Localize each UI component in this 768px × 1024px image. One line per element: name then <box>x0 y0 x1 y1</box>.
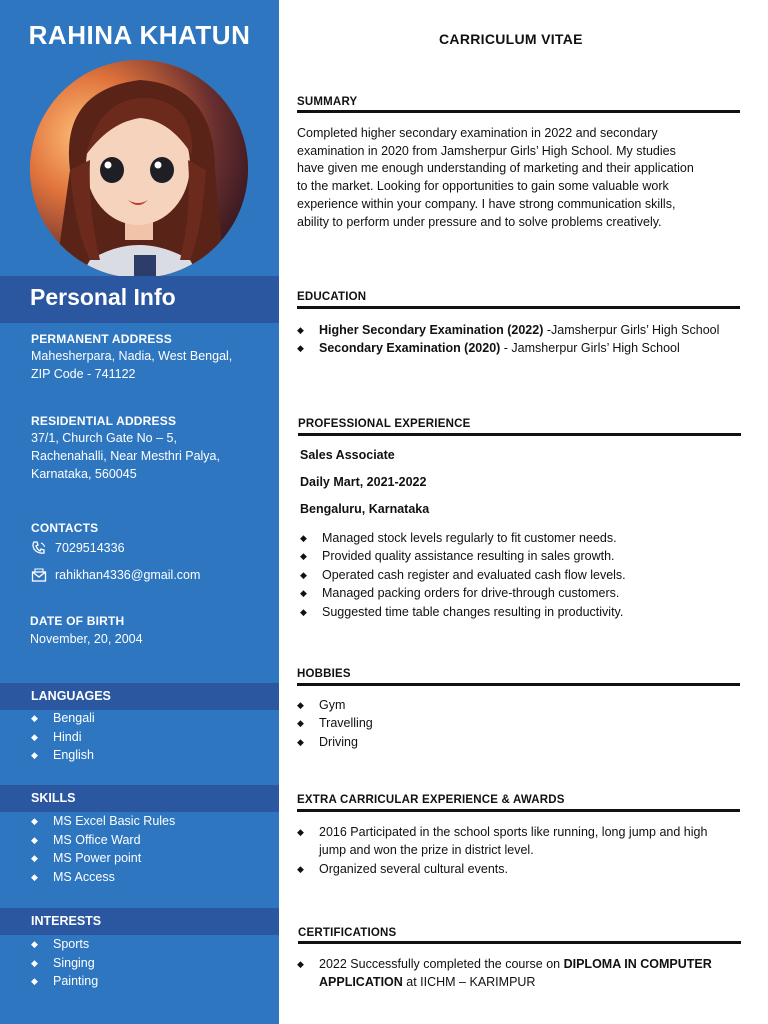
main-content <box>279 0 768 1024</box>
permanent-address-line2: ZIP Code - 741122 <box>31 367 136 381</box>
dob-heading: DATE OF BIRTH <box>30 614 125 628</box>
interests-list <box>31 935 98 991</box>
languages-list <box>31 709 95 765</box>
list-item: ◆ Suggested time table changes resulting in productivity. <box>300 604 624 619</box>
list-item: ◆ Organized several cultural events. <box>297 861 508 876</box>
summary-text: Completed higher secondary examination in 2022 and secondary examination in 2020 from Jamsherpur Girls’ High School. My studies have given me enough understanding of marketing and their application to the market. Looking for opportunities to gain some valuable work experience within your company. I have strong communication skills, ability to perform under pressure and to solve problems creatively. <box>297 126 694 229</box>
list-item: ◆ Bengali <box>31 711 95 725</box>
list-item: ◆ Managed stock levels regularly to fit customer needs. <box>300 531 617 545</box>
list-item: ◆ 2016 Participated in the school sports like running, long jump and high jump and won the prize in district level. <box>297 825 708 858</box>
avatar-illustration <box>30 60 248 278</box>
education-rule <box>297 306 740 309</box>
extra-heading: EXTRA CARRICULAR EXPERIENCE & AWARDS <box>297 794 565 806</box>
contact-email-row <box>31 567 200 583</box>
interests-heading: INTERESTS <box>31 914 102 928</box>
skills-heading: SKILLS <box>31 791 76 805</box>
experience-location: Bengaluru, Karnataka <box>300 502 430 516</box>
list-item: ◆ Secondary Examination (2020) - Jamsherpur Girls’ High School <box>297 341 680 356</box>
candidate-name: RAHINA KHATUN <box>28 20 251 50</box>
hobbies-rule <box>297 683 740 686</box>
list-item: ◆ Managed packing orders for drive-through customers. <box>300 586 620 601</box>
list-item: ◆ Painting <box>31 974 99 989</box>
list-item: ◆ MS Office Ward <box>31 832 141 847</box>
email-icon <box>31 567 47 583</box>
residential-address-line2: Rachenahalli, Near Mesthri Palya, <box>31 449 220 463</box>
contact-phone-row <box>31 540 125 556</box>
list-item: ◆ Driving <box>297 734 358 749</box>
education-list <box>297 321 757 358</box>
summary-heading: SUMMARY <box>297 96 358 108</box>
contact-email[interactable]: rahikhan4336@gmail.com <box>55 568 201 582</box>
list-item: ◆ Singing <box>31 955 95 970</box>
profile-photo <box>30 60 248 278</box>
list-item: ◆ Operated cash register and evaluated cash flow levels. <box>300 567 626 582</box>
summary-rule <box>297 110 740 113</box>
experience-heading: PROFESSIONAL EXPERIENCE <box>298 418 471 430</box>
list-item: ◆ MS Power point <box>31 851 142 866</box>
extra-list <box>297 823 752 878</box>
experience-company: Daily Mart, 2021-2022 <box>300 475 427 489</box>
list-item: ◆ Sports <box>31 937 90 951</box>
contact-phone[interactable]: 7029514336 <box>55 541 125 555</box>
residential-address-heading: RESIDENTIAL ADDRESS <box>31 414 177 428</box>
list-item: ◆ Hindi <box>31 729 82 744</box>
skills-list <box>31 812 175 886</box>
list-item: ◆ Higher Secondary Examination (2022) -Jamsherpur Girls’ High School <box>297 323 720 337</box>
cv-title: CARRICULUM VITAE <box>439 31 583 47</box>
hobbies-list <box>297 696 737 751</box>
permanent-address-line1: Mahesherpara, Nadia, West Bengal, <box>31 349 233 363</box>
extra-rule <box>297 809 740 812</box>
certifications-list <box>297 955 752 992</box>
hobbies-heading: HOBBIES <box>297 668 351 680</box>
languages-heading: LANGUAGES <box>31 689 111 703</box>
dob-value: November, 20, 2004 <box>30 632 143 646</box>
phone-icon <box>31 540 47 556</box>
experience-list <box>300 529 740 621</box>
list-item: ◆ MS Access <box>31 869 115 884</box>
list-item: ◆ Gym <box>297 698 346 712</box>
list-item: ◆ English <box>31 748 94 763</box>
list-item: ◆ 2022 Successfully completed the course on DIPLOMA IN COMPUTER APPLICATION at IICHM – KARIMPUR <box>297 957 712 990</box>
list-item: ◆ MS Excel Basic Rules <box>31 814 176 828</box>
certifications-heading: CERTIFICATIONS <box>298 927 397 939</box>
list-item: ◆ Travelling <box>297 716 373 731</box>
education-heading: EDUCATION <box>297 291 367 303</box>
experience-role: Sales Associate <box>300 448 395 462</box>
permanent-address-heading: PERMANENT ADDRESS <box>31 332 172 346</box>
experience-rule <box>298 433 741 436</box>
contacts-heading: CONTACTS <box>31 521 99 535</box>
list-item: ◆ Provided quality assistance resulting in sales growth. <box>300 549 615 564</box>
certifications-rule <box>298 941 741 944</box>
personal-info-title: Personal Info <box>30 284 176 310</box>
sidebar <box>0 0 279 1024</box>
residential-address-line1: 37/1, Church Gate No – 5, <box>31 431 177 445</box>
residential-address-line3: Karnataka, 560045 <box>31 467 137 481</box>
